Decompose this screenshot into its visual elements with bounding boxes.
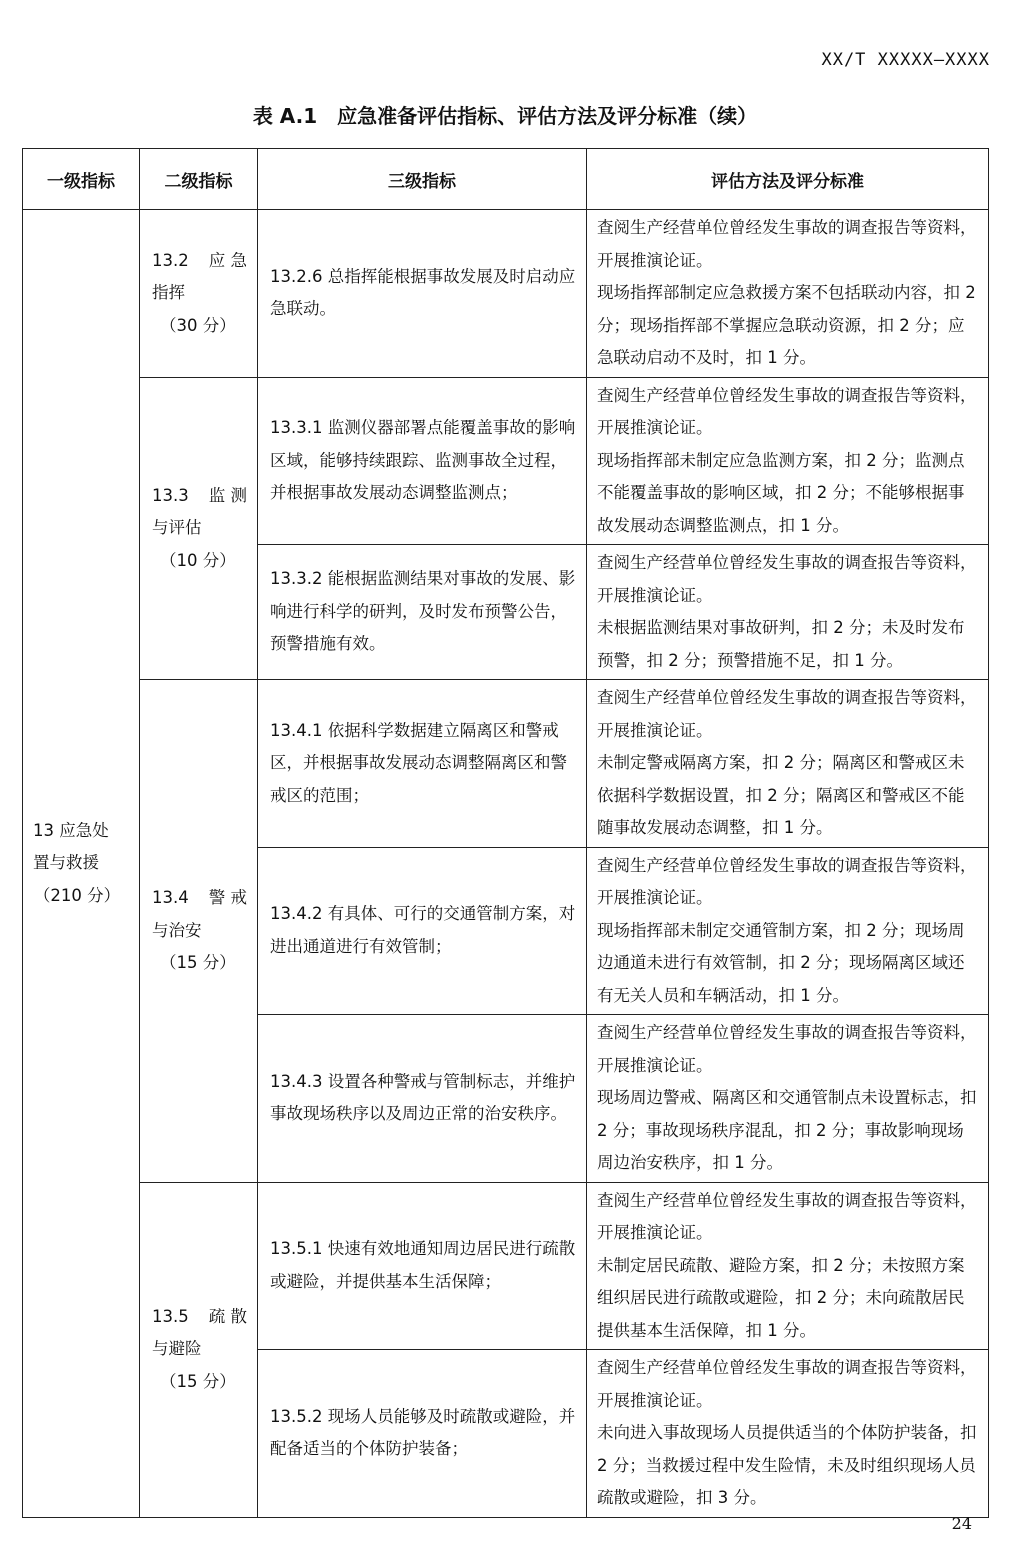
- criteria-cell: [587, 210, 989, 378]
- criteria-cell: [587, 1182, 989, 1350]
- table-row: [23, 210, 989, 378]
- standard-code: XX/T XXXXX—XXXX: [821, 50, 990, 70]
- level2-name-b: 与治安: [152, 920, 202, 940]
- criteria-text: 现场指挥部未制定应急监测方案，扣 2 分；监测点不能覆盖事故的影响区域，扣 2 分；不能够根据事故发展动态调整监测点，扣 1 分。: [597, 450, 965, 535]
- level2-name-b: 与避险: [152, 1339, 202, 1359]
- level2-cell: [140, 210, 258, 378]
- method-text: 查阅生产经营单位曾经发生事故的调查报告等资料，开展推演论证。: [597, 1358, 977, 1410]
- method-text: 查阅生产经营单位曾经发生事故的调查报告等资料，开展推演论证。: [597, 385, 977, 437]
- level2-cell: [140, 377, 258, 680]
- level2-name-a: 警 戒: [208, 888, 247, 907]
- level2-score: （15 分）: [160, 1371, 236, 1391]
- level2-num: 13.5: [152, 1306, 189, 1326]
- header-level3: 三级指标: [258, 149, 587, 210]
- header-level2: 二级指标: [140, 149, 258, 210]
- criteria-cell: [587, 545, 989, 680]
- level3-cell: 13.2.6 总指挥能根据事故发展及时启动应急联动。: [258, 210, 587, 378]
- criteria-cell: [587, 847, 989, 1015]
- table-row: [23, 680, 989, 848]
- level2-score: （30 分）: [160, 315, 236, 335]
- level3-cell: 13.4.1 依据科学数据建立隔离区和警戒区，并根据事故发展动态调整隔离区和警戒区的范围；: [258, 680, 587, 848]
- level2-name-a: 应 急: [208, 250, 247, 270]
- level1-score: （210 分）: [33, 885, 121, 905]
- criteria-cell: [587, 680, 989, 848]
- level2-score: （10 分）: [160, 550, 236, 570]
- method-text: 查阅生产经营单位曾经发生事故的调查报告等资料，开展推演论证。: [597, 218, 977, 270]
- level2-cell: [140, 680, 258, 1183]
- level1-cell: [23, 210, 140, 1518]
- table-row: [23, 377, 989, 545]
- criteria-text: 未根据监测结果对事故研判，扣 2 分；未及时发布预警，扣 2 分；预警措施不足，扣 1 分。: [597, 618, 965, 670]
- method-text: 查阅生产经营单位曾经发生事故的调查报告等资料，开展推演论证。: [597, 855, 977, 907]
- table-header-row: [23, 149, 989, 210]
- level2-name-b: 指挥: [152, 283, 185, 302]
- table-row: [23, 1182, 989, 1350]
- level3-cell: 13.3.1 监测仪器部署点能覆盖事故的影响区域，能够持续跟踪、监测事故全过程，并根据事故发展动态调整监测点；: [258, 377, 587, 545]
- criteria-cell: [587, 1015, 989, 1183]
- method-text: 查阅生产经营单位曾经发生事故的调查报告等资料，开展推演论证。: [597, 1190, 977, 1242]
- method-text: 查阅生产经营单位曾经发生事故的调查报告等资料，开展推演论证。: [597, 553, 977, 605]
- level1-name-a: 13 应急处: [33, 820, 109, 840]
- criteria-text: 未制定警戒隔离方案，扣 2 分；隔离区和警戒区未依据科学数据设置，扣 2 分；隔离区和警戒区不能随事故发展动态调整，扣 1 分。: [597, 753, 965, 837]
- level2-num: 13.3: [152, 485, 189, 505]
- method-text: 查阅生产经营单位曾经发生事故的调查报告等资料，开展推演论证。: [597, 688, 977, 740]
- criteria-text: 现场指挥部未制定交通管制方案，扣 2 分；现场周边通道未进行有效管制，扣 2 分；现场隔离区域还有无关人员和车辆活动，扣 1 分。: [597, 920, 965, 1005]
- level3-cell: 13.5.1 快速有效地通知周边居民进行疏散或避险，并提供基本生活保障；: [258, 1182, 587, 1350]
- criteria-text: 现场周边警戒、隔离区和交通管制点未设置标志，扣 2 分；事故现场秩序混乱，扣 2 分；事故影响现场周边治安秩序，扣 1 分。: [597, 1088, 977, 1172]
- level2-name-a: 监 测: [208, 485, 247, 505]
- level2-cell: [140, 1182, 258, 1517]
- criteria-cell: [587, 1350, 989, 1518]
- level2-num: 13.4: [152, 888, 189, 907]
- level3-cell: 13.3.2 能根据监测结果对事故的发展、影响进行科学的研判，及时发布预警公告，预警措施有效。: [258, 545, 587, 680]
- level3-cell: 13.4.3 设置各种警戒与管制标志，并维护事故现场秩序以及周边正常的治安秩序。: [258, 1015, 587, 1183]
- method-text: 查阅生产经营单位曾经发生事故的调查报告等资料，开展推演论证。: [597, 1023, 977, 1075]
- table-title: 表 A.1 应急准备评估指标、评估方法及评分标准（续）: [252, 104, 758, 128]
- level3-cell: 13.5.2 现场人员能够及时疏散或避险，并配备适当的个体防护装备；: [258, 1350, 587, 1518]
- header-criteria: 评估方法及评分标准: [587, 149, 989, 210]
- level2-score: （15 分）: [160, 953, 236, 972]
- page-number: 24: [951, 1514, 972, 1533]
- header-level1: 一级指标: [23, 149, 140, 210]
- criteria-text: 现场指挥部制定应急救援方案不包括联动内容，扣 2 分；现场指挥部不掌握应急联动资源，扣 2 分；应急联动启动不及时，扣 1 分。: [597, 283, 976, 367]
- level1-name-b: 置与救援: [33, 853, 99, 872]
- criteria-text: 未向进入事故现场人员提供适当的个体防护装备，扣 2 分；当救援过程中发生险情，未及时组织现场人员疏散或避险，扣 3 分。: [597, 1423, 977, 1507]
- level2-num: 13.2: [152, 250, 189, 270]
- criteria-cell: [587, 377, 989, 545]
- level3-cell: 13.4.2 有具体、可行的交通管制方案，对进出通道进行有效管制；: [258, 847, 587, 1015]
- criteria-text: 未制定居民疏散、避险方案，扣 2 分；未按照方案组织居民进行疏散或避险，扣 2 分；未向疏散居民提供基本生活保障，扣 1 分。: [597, 1255, 965, 1340]
- level2-name-a: 疏 散: [208, 1306, 247, 1326]
- evaluation-table: [22, 148, 989, 1518]
- level2-name-b: 与评估: [152, 518, 202, 537]
